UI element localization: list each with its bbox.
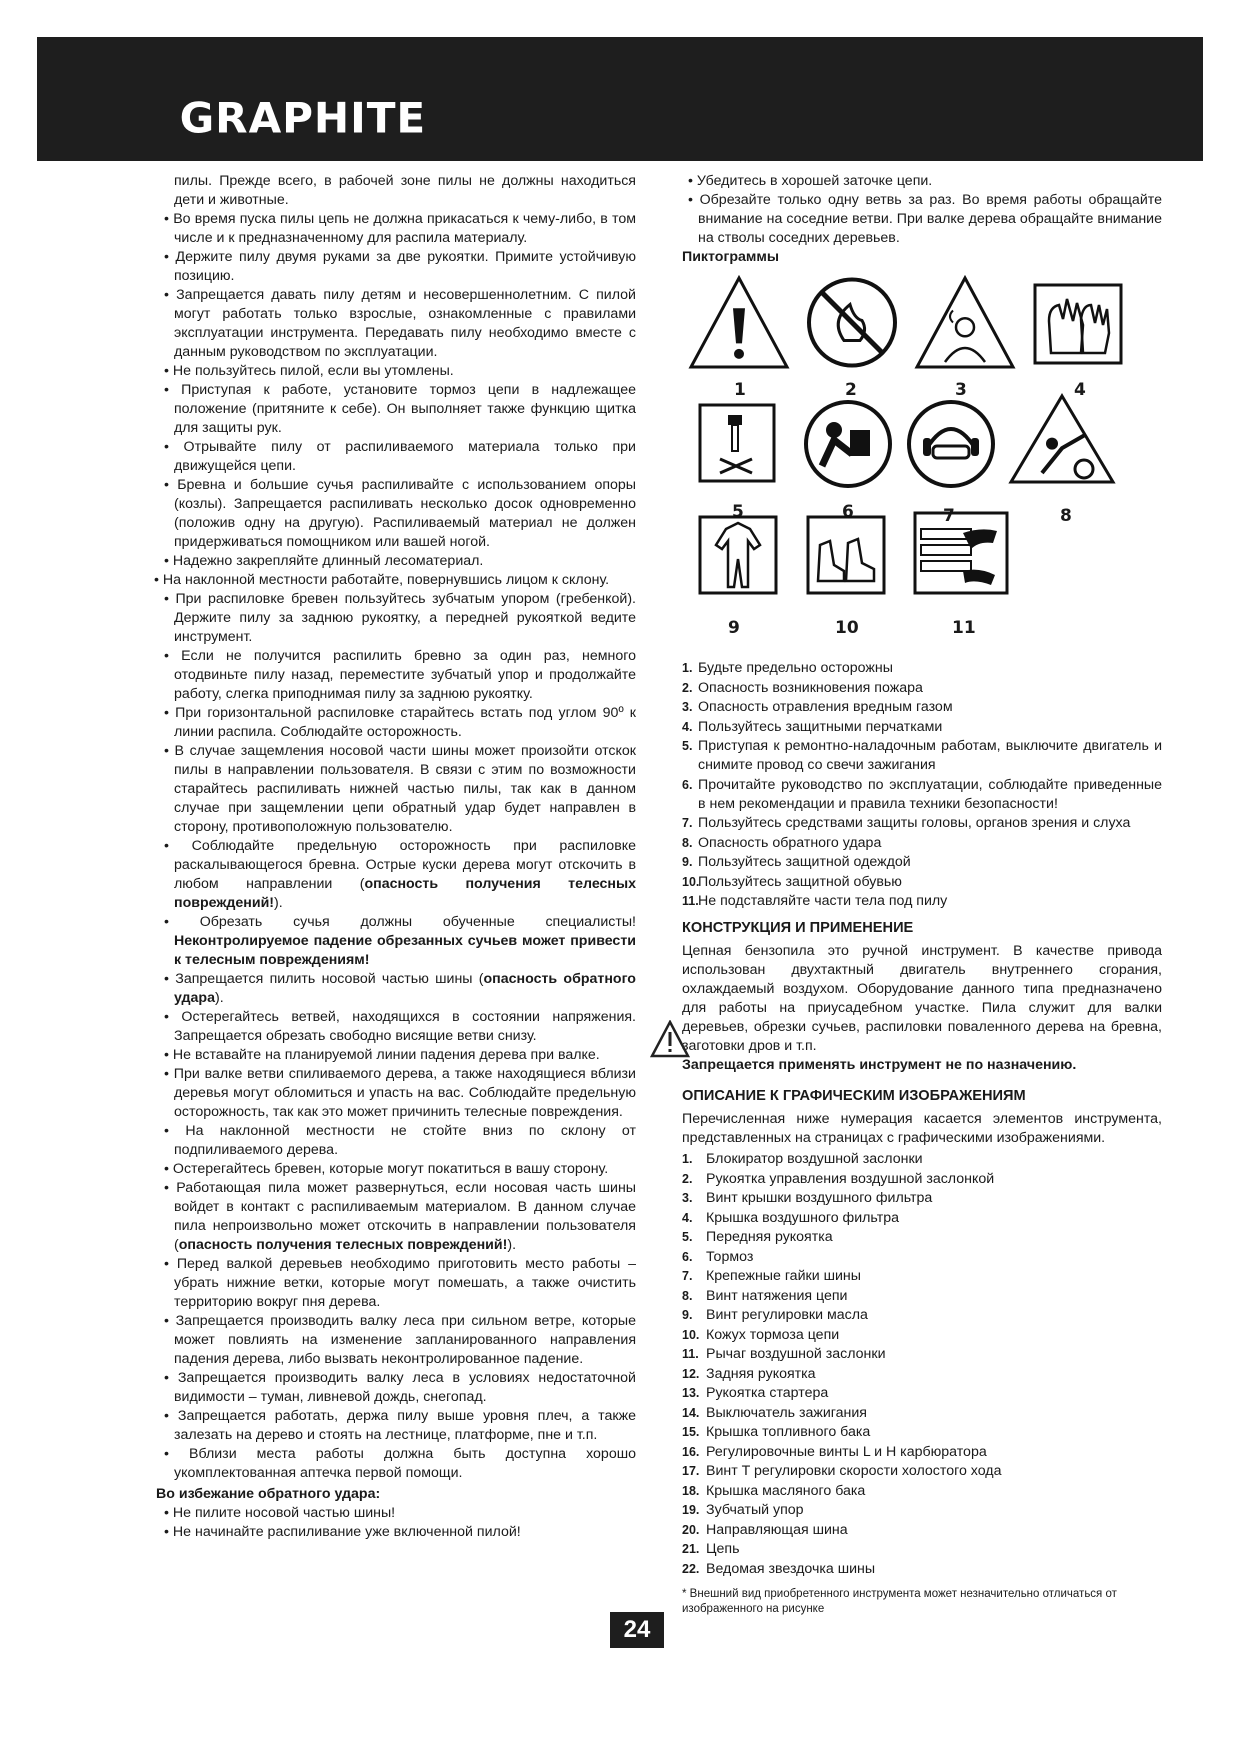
part-number: 5.: [682, 1230, 693, 1244]
part-name: Передняя рукоятка: [706, 1229, 833, 1245]
part-item: [682, 1443, 1162, 1462]
part-number: 3.: [682, 1191, 693, 1205]
part-number: 9.: [682, 1308, 693, 1322]
legend-item: [682, 718, 1162, 737]
safety-boots-icon: [806, 515, 886, 595]
part-item: [682, 1501, 1162, 1520]
legend-number: 2.: [682, 680, 693, 695]
part-name: Выключатель зажигания: [706, 1404, 867, 1421]
part-name: Зубчатый упор: [706, 1502, 804, 1518]
safety-bullet: [150, 1046, 636, 1065]
bullet-tail: ).: [507, 1237, 517, 1253]
kickback-item: • Не пилите носовой частью шины!: [150, 1504, 636, 1523]
bullet-warning-bold: опасность получения телесных повреждений!: [178, 1237, 508, 1253]
part-number: 17.: [682, 1464, 700, 1478]
part-name: Винт крышки воздушного фильтра: [706, 1190, 933, 1206]
part-name: Рычаг воздушной заслонки: [706, 1346, 886, 1362]
part-item: [682, 1462, 1162, 1481]
legend-number: 4.: [682, 719, 693, 734]
part-item: [682, 1170, 1162, 1189]
legend-number: 8.: [682, 835, 693, 850]
bullet-text: Надежно закрепляйте длинный лесоматериал.: [172, 553, 484, 569]
kickback-title: Во избежание обратного удара:: [156, 1486, 381, 1502]
bullet-text: Перед валкой деревьев необходимо приготовить место работы – убрать нижние ветки, которые могут помешать, а также очистить территорию вокруг пня дерева.: [174, 1256, 636, 1310]
pictogram-grid: [688, 275, 1133, 645]
part-item: [682, 1384, 1162, 1403]
legend-item: [682, 659, 1162, 678]
part-name: Рукоятка управления воздушной заслонкой: [706, 1170, 995, 1187]
safety-bullet: • Обрезайте только одну ветвь за раз. Во время работы обращайте внимание на соседние ветви. При валке дерева обращайте внимание на стволы соседних деревьев.: [682, 191, 1162, 248]
safety-bullet: [150, 286, 636, 362]
part-name: Кожух тормоза цепи: [706, 1326, 840, 1343]
legend-text: Опасность возникновения пожара: [698, 679, 923, 696]
legend-text: Пользуйтесь защитной обувью: [698, 873, 902, 890]
construction-text: Цепная бензопила это ручной инструмент. В качестве привода использован двухтактный двигатель внутреннего сгорания, охлаждаемый воздухом. Оборудование данного типа предназначено для работы на приусадебном участке. Пила служит для валки деревьев, обрезки сучьев, распиловки поваленного дерева на бревна, заготовки дров и т.п.: [682, 943, 1162, 1054]
part-item: [682, 1189, 1162, 1208]
bullet-text: На наклонной местности работайте, повернувшись лицом к склону.: [162, 572, 610, 588]
legend-item: [682, 698, 1162, 717]
part-item: [682, 1228, 1162, 1247]
pictogram-number: 11: [952, 618, 976, 638]
safety-bullet: [150, 590, 636, 647]
bullet-text: Запрещается пилить носовой частью шины (: [175, 971, 484, 987]
legend-item: [682, 814, 1162, 833]
part-item: [682, 1287, 1162, 1306]
bullet-text: Запрещается давать пилу детям и несовершеннолетним. С пилой могут работать только взрослые, ознакомленные с правилами эксплуатации инструмента. Передавать пилу необходимо вместе с данным руководством по эксплуатации.: [174, 287, 636, 360]
no-fire-icon: [806, 275, 898, 370]
legend-text: Не подставляйте части тела под пилу: [698, 893, 948, 909]
part-item: [682, 1423, 1162, 1442]
legend-item: [682, 737, 1162, 775]
toxic-gas-icon: [914, 275, 1016, 370]
brand-name: GRAPHITE: [179, 96, 427, 140]
safety-bullet: [150, 362, 636, 381]
pictogram-number: 4: [1074, 380, 1086, 400]
part-number: 8.: [682, 1288, 693, 1303]
bullet-text: Если не получится распилить бревно за один раз, немного отодвиньте пилу назад, переместите зубчатый упор и продолжайте работу, слегка приподнимая пилу за заднюю рукоятку.: [174, 648, 636, 702]
safety-bullet: [150, 1312, 636, 1369]
pictogram-legend: [682, 659, 1162, 911]
left-column: [150, 172, 636, 1542]
bullet-warning-bold: опасность обратного удара: [174, 971, 636, 1006]
exclamation-warning-icon: [688, 275, 790, 370]
right-column: [682, 172, 1162, 1617]
bullet-text: Приступая к работе, установите тормоз цепи в надлежащее положение (притяните к себе). Он выполняет также функцию щитка для защиты рук.: [174, 382, 636, 436]
page-number: 24: [610, 1612, 664, 1648]
bullet-text: Запрещается работать, держа пилу выше уровня плеч, а также залезать на дерево и стоять на лестнице, платформе, пне и т.п.: [174, 1408, 636, 1443]
bullet-text: Не вставайте на планируемой линии падения дерева при валке.: [172, 1047, 600, 1063]
part-name: Винт регулировки масла: [706, 1307, 868, 1323]
legend-number: 11.: [682, 894, 699, 908]
safety-bullet: [150, 913, 636, 970]
legend-number: 9.: [682, 855, 693, 869]
safety-bullet: [150, 1255, 636, 1312]
parts-list: [682, 1150, 1162, 1579]
safety-bullet: [150, 1179, 636, 1255]
safety-bullet: [150, 381, 636, 438]
legend-number: 3.: [682, 700, 693, 714]
legend-item: [682, 892, 1162, 911]
safety-bullet: [150, 210, 636, 248]
part-item: [682, 1482, 1162, 1501]
legend-number: 7.: [682, 816, 693, 830]
safety-bullet: [150, 704, 636, 742]
safety-bullet: [150, 172, 636, 210]
pictogram-number: 2: [845, 380, 857, 400]
part-name: Винт T регулировки скорости холостого хода: [706, 1463, 1002, 1479]
part-item: [682, 1306, 1162, 1325]
part-number: 12.: [682, 1366, 700, 1381]
head-protection-icon: [906, 399, 996, 489]
construction-warning: Запрещается применять инструмент не по назначению.: [682, 1057, 1077, 1073]
legend-text: Пользуйтесь средствами защиты головы, органов зрения и слуха: [698, 815, 1131, 831]
part-number: 14.: [682, 1405, 700, 1420]
pictograms-title: Пиктограммы: [682, 249, 780, 265]
safety-bullet: [150, 552, 636, 571]
legend-text: Пользуйтесь защитными перчатками: [698, 718, 943, 735]
pictogram-number: 8: [1060, 506, 1072, 526]
part-name: Крышка масляного бака: [706, 1482, 866, 1499]
bullet-text: Во время пуска пилы цепь не должна прикасаться к чему-либо, в том числе и к предназначенному для распила материалу.: [173, 211, 636, 246]
protective-clothing-icon: [698, 515, 778, 595]
legend-item: [682, 776, 1162, 814]
bullet-warning-bold: опасность получения телесных повреждений!: [174, 876, 636, 911]
part-item: [682, 1540, 1162, 1559]
part-number: 16.: [682, 1444, 700, 1459]
construction-title: КОНСТРУКЦИЯ И ПРИМЕНЕНИЕ: [682, 920, 914, 936]
part-name: Крепежные гайки шины: [706, 1268, 861, 1284]
graphite-logo: [168, 96, 448, 140]
part-name: Винт натяжения цепи: [706, 1287, 848, 1304]
bullet-text: Отрывайте пилу от распиливаемого материала только при движущейся цепи.: [174, 439, 636, 474]
safety-bullet: [150, 1445, 636, 1483]
legend-text: Опасность обратного удара: [698, 834, 882, 851]
bullet-tail: ).: [215, 990, 224, 1006]
part-item: [682, 1150, 1162, 1169]
part-number: 15.: [682, 1425, 700, 1439]
part-name: Регулировочные винты L и H карбюратора: [706, 1443, 987, 1460]
part-name: Крышка топливного бака: [706, 1424, 871, 1440]
part-name: Крышка воздушного фильтра: [706, 1209, 899, 1226]
safety-bullet: [150, 970, 636, 1008]
part-item: [682, 1365, 1162, 1384]
kickback-item: • Не начинайте распиливание уже включенной пилой!: [150, 1523, 636, 1542]
safety-bullet: [150, 837, 636, 913]
legend-text: Прочитайте руководство по эксплуатации, соблюдайте приведенные в нем рекомендации и правила техники безопасности!: [698, 776, 1162, 812]
part-number: 11.: [682, 1347, 699, 1361]
legend-number: 10.: [682, 874, 700, 889]
legend-text: Пользуйтесь защитной одеждой: [698, 854, 911, 870]
pictogram-number: 10: [835, 618, 859, 638]
part-number: 6.: [682, 1249, 693, 1264]
safety-bullet: [150, 248, 636, 286]
safety-bullet: [150, 476, 636, 552]
legend-item: [682, 873, 1162, 892]
safety-bullet: • Убедитесь в хорошей заточке цепи.: [682, 172, 1162, 191]
part-number: 21.: [682, 1542, 700, 1556]
part-item: [682, 1404, 1162, 1423]
pictogram-number: 6: [842, 502, 854, 522]
part-name: Ведомая звездочка шины: [706, 1560, 876, 1577]
part-number: 22.: [682, 1561, 700, 1576]
safety-bullet: [150, 438, 636, 476]
part-name: Блокиратор воздушной заслонки: [706, 1151, 923, 1167]
kickback-icon: [1008, 393, 1116, 485]
bullet-text: При валке ветви спиливаемого дерева, а также находящиеся вблизи деревья могут обломиться и упасть на вас. Соблюдайте предельную осторожность, так как это может причинить телесные повреждения.: [173, 1066, 636, 1120]
bullet-text: Вблизи места работы должна быть доступна хорошо укомплектованная аптечка первой помощи.: [174, 1446, 636, 1481]
part-item: [682, 1521, 1162, 1540]
pictogram-number: 5: [732, 502, 744, 522]
part-number: 1.: [682, 1152, 693, 1166]
legend-number: 6.: [682, 777, 693, 792]
part-item: [682, 1248, 1162, 1267]
part-number: 7.: [682, 1269, 693, 1283]
graphics-intro: Перечисленная ниже нумерация касается элементов инструмента, представленных на страницах с графическими изображениями.: [682, 1111, 1162, 1146]
part-item: [682, 1209, 1162, 1228]
safety-bullet: [150, 1065, 636, 1122]
bullet-text: Запрещается производить валку леса в условиях недостаточной видимости – туман, ливневой дождь, снегопад.: [174, 1370, 636, 1405]
safety-bullet: [150, 1008, 636, 1046]
part-item: [682, 1267, 1162, 1286]
part-item: [682, 1560, 1162, 1579]
safety-bullet: [150, 1122, 636, 1160]
bullet-text: пилы. Прежде всего, в рабочей зоне пилы не должны находиться дети и животные.: [174, 173, 636, 208]
bullet-text: Соблюдайте предельную осторожность при распиловке раскалывающегося бревна. Острые куски дерева могут отскочить в любом направлении (: [174, 838, 636, 892]
legend-text: Будьте предельно осторожны: [698, 660, 893, 676]
part-name: Рукоятка стартера: [706, 1385, 829, 1401]
part-number: 18.: [682, 1483, 700, 1498]
pictogram-number: 3: [955, 380, 967, 400]
warning-triangle-icon: [650, 1020, 690, 1058]
bullet-text: Бревна и большие сучья распиливайте с использованием опоры (козлы). Запрещается распиливать несколько досок одновременно (положив одну на другую). Распиливаемый материал не должен придерживаться помощником или вашей ногой.: [174, 477, 636, 550]
pictogram-number: 9: [728, 618, 740, 638]
bullet-text: В случае защемления носовой части шины может произойти отскок пилы в направлении пользователя. В связи с этим по возможности старайтесь распиливать нижней частью пилы, так как в данном случае при защемлении цепи обратный удар будет направлен в сторону, противоположную пользователю.: [174, 743, 636, 835]
graphics-title: ОПИСАНИЕ К ГРАФИЧЕСКИМ ИЗОБРАЖЕНИЯМ: [682, 1088, 1026, 1104]
read-manual-icon: [803, 399, 893, 489]
part-number: 19.: [682, 1503, 700, 1517]
keep-hands-away-icon: [913, 511, 1009, 595]
footnote: * Внешний вид приобретенного инструмента может незначительно отличаться от изображенного на рисунке: [682, 1587, 1117, 1615]
safety-bullet: [150, 1369, 636, 1407]
legend-number: 5.: [682, 739, 693, 753]
safety-bullet: [150, 742, 636, 837]
part-number: 2.: [682, 1171, 693, 1186]
part-number: 4.: [682, 1210, 693, 1225]
legend-item: [682, 679, 1162, 698]
legend-text: Приступая к ремонтно-наладочным работам, выключите двигатель и снимите провод со свечи зажигания: [698, 738, 1162, 773]
pictogram-number: 1: [734, 380, 746, 400]
part-item: [682, 1345, 1162, 1364]
bullet-text: Остерегайтесь ветвей, находящихся в состоянии напряжения. Запрещается обрезать свободно висящие ветви снизу.: [174, 1009, 636, 1044]
bullet-text: При распиловке бревен пользуйтесь зубчатым упором (гребенкой). Держите пилу за заднюю рукоятку, а передней рукояткой ведите инструмент.: [174, 591, 636, 645]
safety-bullet: [150, 1407, 636, 1445]
part-item: [682, 1326, 1162, 1345]
legend-number: 1.: [682, 661, 693, 675]
bullet-text: При горизонтальной распиловке старайтесь встать под углом 90º к линии распила. Соблюдайте осторожность.: [174, 705, 636, 740]
legend-item: [682, 834, 1162, 853]
bullet-text: Работающая пила может развернуться, если носовая часть шины войдет в контакт с распиливаемым материалом. В данном случае пила непроизвольно может отскочить в направлении пользователя (: [174, 1180, 636, 1253]
spark-plug-icon: [698, 403, 776, 483]
part-number: 13.: [682, 1386, 700, 1400]
bullet-text: На наклонной местности не стойте вниз по склону от подпиливаемого дерева.: [174, 1123, 636, 1158]
safety-bullet: [150, 571, 636, 590]
safety-bullet: [150, 1160, 636, 1179]
bullet-tail: ).: [274, 895, 283, 911]
bullet-text: Не пользуйтесь пилой, если вы утомлены.: [172, 363, 454, 379]
bullet-text: Обрезать сучья должны обученные специалисты!: [199, 914, 636, 930]
safety-bullet: [150, 647, 636, 704]
part-name: Задняя рукоятка: [706, 1365, 816, 1382]
part-name: Тормоз: [706, 1248, 754, 1265]
part-name: Направляющая шина: [706, 1521, 848, 1538]
part-number: 20.: [682, 1522, 700, 1537]
bullet-text: Остерегайтесь бревен, которые могут покатиться в вашу сторону.: [172, 1161, 609, 1177]
legend-item: [682, 853, 1162, 872]
gloves-icon: [1033, 283, 1123, 365]
bullet-text: Держите пилу двумя руками за две рукоятки. Примите устойчивую позицию.: [174, 249, 636, 284]
part-number: 10.: [682, 1327, 700, 1342]
part-name: Цепь: [706, 1541, 740, 1557]
bullet-text: Запрещается производить валку леса при сильном ветре, которые может повлиять на изменение запланированного направления падения дерева, либо вызвать неконтролированное падение.: [174, 1313, 636, 1367]
bullet-warning-bold: Неконтролируемое падение обрезанных сучьев может привести к телесным повреждениям!: [174, 933, 636, 968]
legend-text: Опасность отравления вредным газом: [698, 699, 953, 715]
pictogram-number: 7: [943, 506, 955, 526]
